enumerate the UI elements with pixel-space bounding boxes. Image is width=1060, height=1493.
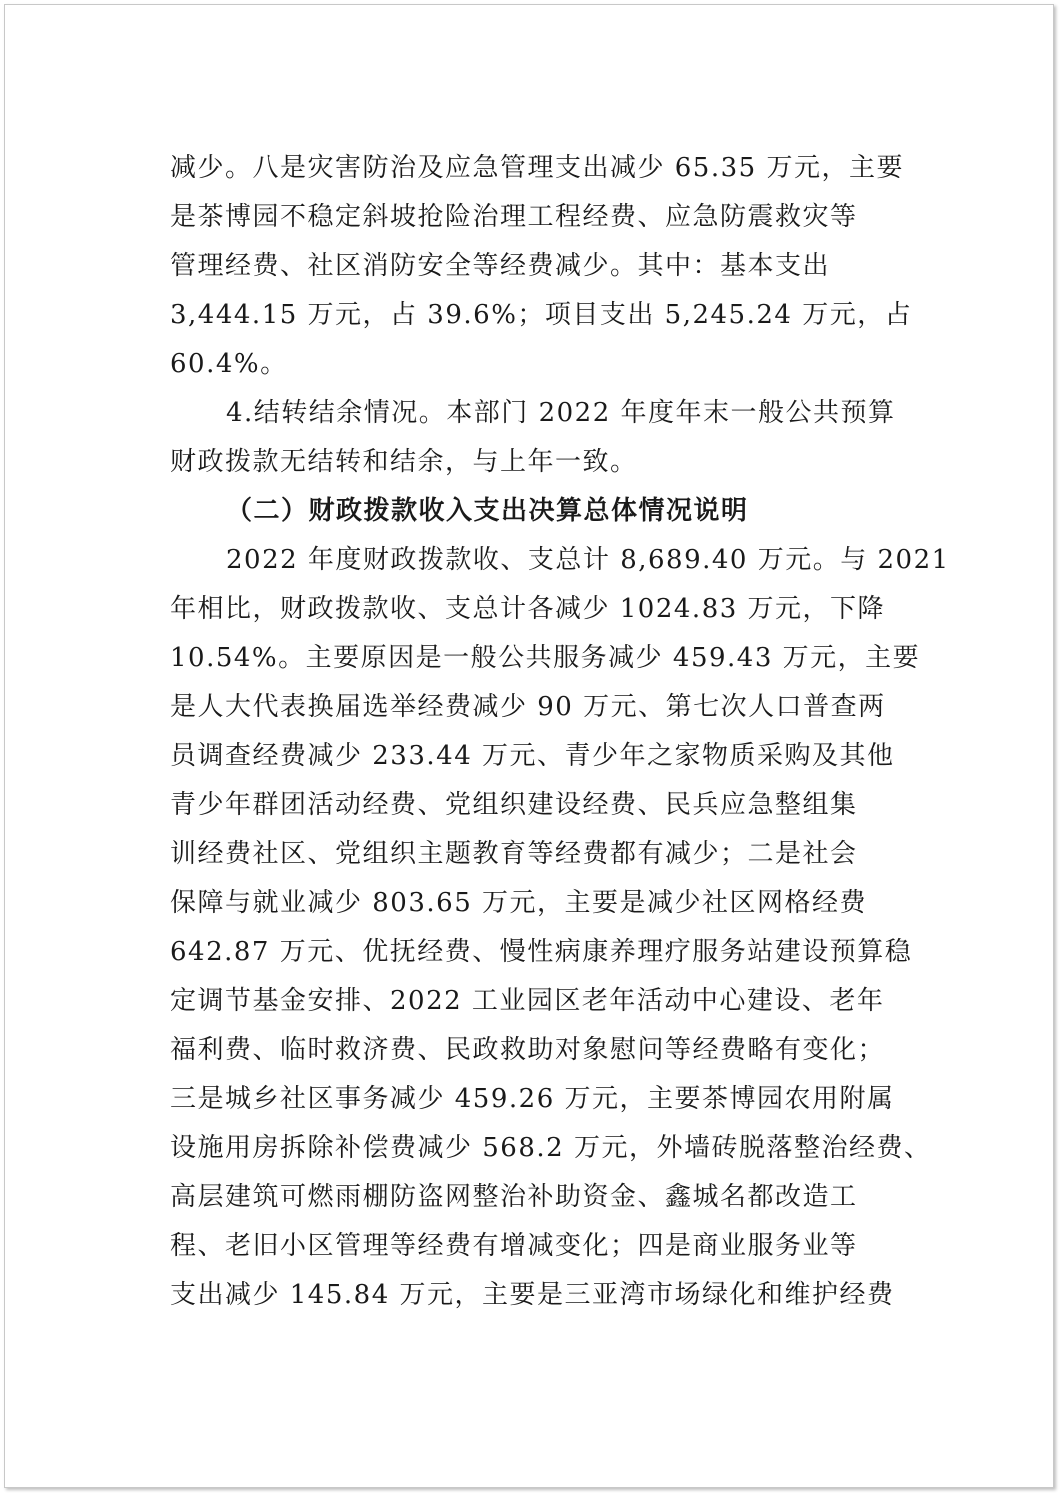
paragraph-line: 定调节基金安排、2022 工业园区老年活动中心建设、老年 xyxy=(170,986,885,1016)
paragraph-line: 保障与就业减少 803.65 万元，主要是减少社区网格经费 xyxy=(170,888,868,918)
paragraph-line: 是茶博园不稳定斜坡抢险治理工程经费、应急防震救灾等 xyxy=(170,202,858,232)
paragraph-line: 60.4%。 xyxy=(170,349,288,379)
paragraph-line: 高层建筑可燃雨棚防盗网整治补助资金、鑫城名都改造工 xyxy=(170,1182,858,1212)
paragraph-line: 管理经费、社区消防安全等经费减少。其中：基本支出 xyxy=(170,251,831,281)
paragraph-line: 设施用房拆除补偿费减少 568.2 万元，外墙砖脱落整治经费、 xyxy=(170,1133,932,1163)
paragraph-line: 财政拨款无结转和结余，与上年一致。 xyxy=(170,447,638,477)
paragraph-line: 年相比，财政拨款收、支总计各减少 1024.83 万元，下降 xyxy=(170,594,886,624)
paragraph-line: 福利费、临时救济费、民政救助对象慰问等经费略有变化； xyxy=(170,1035,886,1065)
paragraph-line: 3,444.15 万元，占 39.6%；项目支出 5,245.24 万元，占 xyxy=(170,300,913,330)
document-page xyxy=(4,4,1054,1488)
paragraph-line: 是人大代表换届选举经费减少 90 万元、第七次人口普查两 xyxy=(170,692,886,722)
paragraph-line: 训经费社区、党组织主题教育等经费都有减少；二是社会 xyxy=(170,839,858,869)
paragraph-line: 程、老旧小区管理等经费有增减变化；四是商业服务业等 xyxy=(170,1231,858,1261)
document-body xyxy=(170,144,950,1320)
paragraph-line: 减少。八是灾害防治及应急管理支出减少 65.35 万元，主要 xyxy=(170,153,904,183)
paragraph-line: 员调查经费减少 233.44 万元、青少年之家物质采购及其他 xyxy=(170,741,895,771)
paragraph-line: 642.87 万元、优抚经费、慢性病康养理疗服务站建设预算稳 xyxy=(170,937,913,967)
paragraph-line: 支出减少 145.84 万元，主要是三亚湾市场绿化和维护经费 xyxy=(170,1280,895,1310)
section-heading: （二）财政拨款收入支出决算总体情况说明 xyxy=(226,496,749,526)
paragraph-line: 青少年群团活动经费、党组织建设经费、民兵应急整组集 xyxy=(170,790,858,820)
paragraph-line: 2022 年度财政拨款收、支总计 8,689.40 万元。与 2021 xyxy=(226,545,950,575)
paragraph-line: 10.54%。主要原因是一般公共服务减少 459.43 万元，主要 xyxy=(170,643,921,673)
paragraph-line: 4.结转结余情况。本部门 2022 年度年末一般公共预算 xyxy=(226,398,896,428)
paragraph-line: 三是城乡社区事务减少 459.26 万元，主要茶博园农用附属 xyxy=(170,1084,895,1114)
